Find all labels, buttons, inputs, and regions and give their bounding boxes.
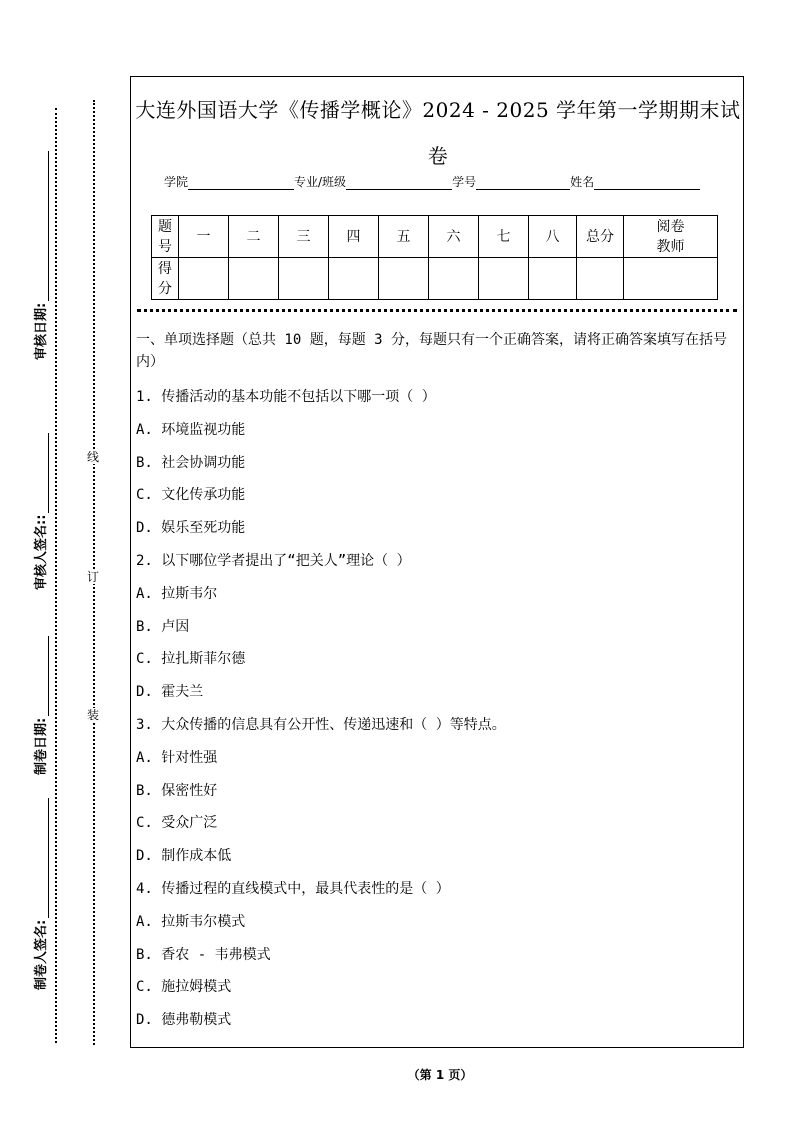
total-header: 总分	[577, 216, 624, 258]
option-d: D. 霍夫兰	[136, 684, 204, 701]
column-header: 二	[229, 216, 279, 258]
score-cell[interactable]	[379, 258, 429, 300]
question-stem: 1. 传播活动的基本功能不包括以下哪一项（ ）	[136, 389, 436, 405]
option-a: A. 拉斯韦尔模式	[136, 913, 246, 930]
question-stem: 4. 传播过程的直线模式中，最具代表性的是（ ）	[136, 880, 450, 897]
major-class-label: 专业/班级	[294, 175, 347, 189]
question-2	[136, 545, 740, 709]
exam-title	[131, 87, 745, 179]
option-b: B. 香农 - 韦弗模式	[136, 946, 271, 963]
title-line-2: 卷	[427, 144, 449, 168]
option-a: A. 针对性强	[136, 749, 218, 766]
score-cell[interactable]	[229, 258, 279, 300]
score-cell[interactable]	[179, 258, 229, 300]
score-cell[interactable]	[429, 258, 479, 300]
student-id-input[interactable]	[476, 176, 570, 190]
option-c: C. 文化传承功能	[136, 487, 246, 504]
score-table-header-row	[152, 216, 718, 258]
exam-frame	[130, 76, 744, 1048]
compiler-signature-blank[interactable]	[34, 798, 49, 918]
column-header: 四	[329, 216, 379, 258]
grader-header: 阅卷教师	[624, 216, 718, 258]
student-id-label: 学号	[452, 175, 477, 189]
option-a: A. 环境监视功能	[136, 421, 246, 438]
option-d: D. 德弗勒模式	[136, 1012, 232, 1029]
outer-dotted-line	[55, 108, 57, 1043]
score-table	[151, 215, 718, 300]
option-b: B. 卢因	[136, 618, 190, 635]
score-row-header: 得分	[152, 258, 179, 300]
column-header: 三	[279, 216, 329, 258]
dotted-separator	[137, 309, 737, 312]
college-label: 学院	[164, 175, 189, 189]
score-table-score-row	[152, 258, 718, 300]
major-class-input[interactable]	[346, 176, 452, 190]
cut-label-xian: 线	[86, 450, 99, 464]
compile-date-blank[interactable]	[34, 636, 49, 716]
total-score-cell[interactable]	[577, 258, 624, 300]
college-input[interactable]	[188, 176, 294, 190]
option-b: B. 社会协调功能	[136, 454, 246, 471]
name-input[interactable]	[594, 176, 700, 190]
column-header: 六	[429, 216, 479, 258]
page-number: （第 1 页）	[407, 1068, 473, 1082]
name-label: 姓名	[570, 175, 595, 189]
score-cell[interactable]	[479, 258, 529, 300]
review-date-blank[interactable]	[34, 151, 49, 301]
column-header: 五	[379, 216, 429, 258]
score-cell[interactable]	[329, 258, 379, 300]
cut-label-ding: 订	[86, 570, 99, 584]
option-c: C. 拉扎斯菲尔德	[136, 651, 246, 668]
question-3	[136, 709, 740, 873]
binding-margin	[0, 0, 125, 1122]
title-line-1: 大连外国语大学《传播学概论》2024 - 2025 学年第一学期期末试	[135, 98, 741, 122]
option-c: C. 施拉姆模式	[136, 979, 232, 996]
column-header: 七	[479, 216, 529, 258]
option-d: D. 制作成本低	[136, 848, 232, 865]
grader-cell[interactable]	[624, 258, 718, 300]
question-number-header: 题号	[152, 216, 179, 258]
option-a: A. 拉斯韦尔	[136, 585, 218, 602]
section-heading: 一、单项选择题（总共 10 题，每题 3 分，每题只有一个正确答案，请将正确答案填写在括号内）	[136, 332, 727, 370]
section-single-choice	[136, 329, 740, 1037]
question-4	[136, 873, 740, 1037]
compile-date-label: 制卷日期:	[34, 717, 49, 775]
option-c: C. 受众广泛	[136, 815, 218, 832]
score-cell[interactable]	[279, 258, 329, 300]
option-d: D. 娱乐至死功能	[136, 520, 246, 537]
compiler-signature-label: 制卷人签名:	[34, 919, 49, 990]
reviewer-signature-label: 审核人签名::	[34, 514, 49, 590]
option-b: B. 保密性好	[136, 782, 218, 799]
score-cell[interactable]	[529, 258, 577, 300]
review-date-label: 审核日期:	[34, 302, 49, 360]
question-stem: 3. 大众传播的信息具有公开性、传递迅速和（ ）等特点。	[136, 716, 506, 733]
cut-label-zhuang: 装	[86, 708, 99, 722]
question-stem: 2. 以下哪位学者提出了“把关人”理论（ ）	[136, 552, 411, 569]
reviewer-signature-blank[interactable]	[34, 433, 49, 513]
column-header: 一	[179, 216, 229, 258]
student-info-row	[164, 173, 700, 190]
question-1	[136, 381, 740, 545]
column-header: 八	[529, 216, 577, 258]
